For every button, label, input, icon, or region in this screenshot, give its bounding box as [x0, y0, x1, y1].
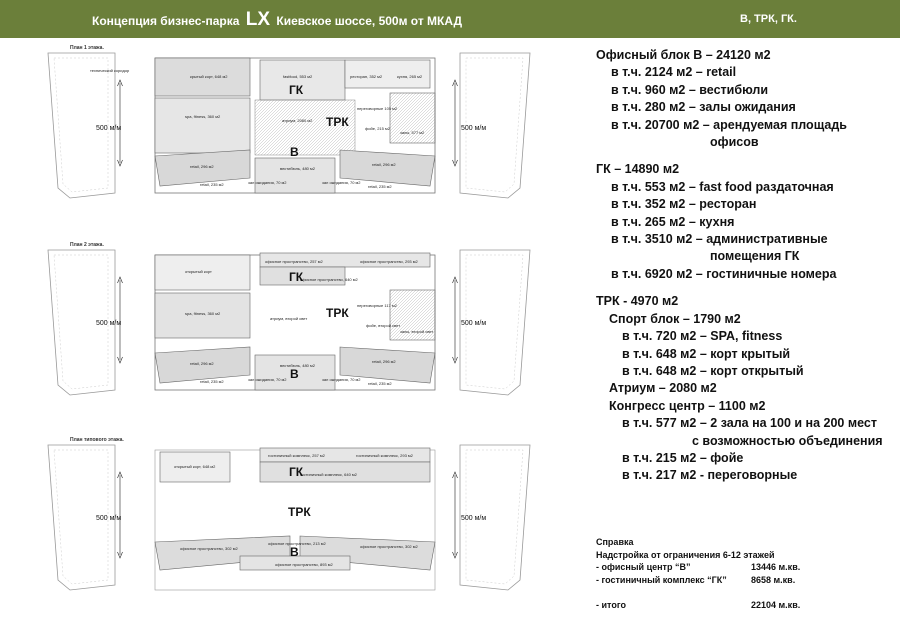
distance-label: 500 м/м: [461, 515, 487, 522]
spec-line: в т.ч. 6920 м2 – гостиничные номера: [611, 266, 837, 281]
office-block-title: Офисный блок В – 24120 м2: [596, 48, 771, 62]
plan-floor-2: [48, 242, 530, 395]
room-label: фойе, второй свет: [366, 323, 401, 328]
room-label: технический коридор: [90, 68, 130, 73]
room-label: офисное пространство, 893 м2: [275, 562, 333, 567]
reference-item-value: 8658 м.кв.: [751, 574, 796, 585]
room-label: retail, 296 м2: [372, 359, 396, 364]
area-specification: [596, 47, 896, 485]
room-label: гостиничный комплекс, 640 м2: [300, 472, 357, 477]
room-label: retail, 296 м2: [190, 361, 214, 366]
zone-trk-label: ТРК: [326, 306, 349, 320]
gk-block-title: ГК – 14890 м2: [596, 162, 680, 177]
room-label: крытый корт, 648 м2: [190, 74, 228, 79]
room-label: офисное пространство, 302 м2: [180, 546, 238, 551]
zone-v-label: В: [290, 145, 299, 159]
spec-line: в т.ч. 577 м2 – 2 зала на 100 и на 200 мест: [622, 416, 877, 431]
room-label: вестибюль, 480 м2: [280, 363, 315, 368]
spec-line-continuation: офисов: [710, 135, 759, 150]
room-label: retail, 235 м2: [200, 379, 224, 384]
spec-line-continuation: с возможностью объединения: [692, 433, 883, 448]
zone-trk-label: ТРК: [288, 505, 311, 519]
zone-gk-label: ГК: [289, 270, 304, 284]
plan-typical-label: План типового этажа.: [70, 437, 124, 443]
spec-line: в т.ч. 2124 м2 – retail: [611, 65, 737, 80]
reference-total-label: - итого: [596, 599, 626, 610]
room-label: retail, 296 м2: [190, 164, 214, 169]
room-label: зал ожидания, 70 м2: [322, 377, 361, 382]
reference-item-label: - гостиничный комплекс “ГК”: [596, 574, 727, 585]
reference-title: Справка: [596, 537, 634, 547]
atrium-line: Атриум – 2080 м2: [609, 381, 717, 396]
room-label: атриум, второй свет: [270, 316, 308, 321]
sport-block-title: Спорт блок – 1790 м2: [609, 311, 741, 326]
zone-gk-label: ГК: [289, 465, 304, 479]
trk-block-title: ТРК - 4970 м2: [596, 294, 679, 309]
room-label: retail, 235 м2: [200, 182, 224, 187]
room-label: офисное пространство, 302 м2: [360, 544, 418, 549]
title-prefix: Концепция бизнес-парка: [92, 14, 240, 28]
header-buildings: В, ТРК, ГК.: [740, 13, 797, 25]
room-label: гостиничный комплекс, 293 м2: [356, 453, 413, 458]
spec-line: в т.ч. 352 м2 – ресторан: [611, 197, 757, 212]
spec-line: в т.ч. 960 м2 – вестибюли: [611, 82, 769, 97]
spec-line: в т.ч. 280 м2 – залы ожидания: [611, 100, 796, 115]
room-label: spa, fitness, 360 м2: [185, 311, 221, 316]
room-label: гостиничный комплекс, 257 м2: [268, 453, 325, 458]
plan-2-label: План 2 этажа.: [70, 242, 104, 248]
spec-line: в т.ч. 215 м2 – фойе: [622, 450, 744, 465]
distance-label: 500 м/м: [461, 125, 487, 132]
spec-line-continuation: помещения ГК: [710, 249, 800, 264]
spec-line: в т.ч. 217 м2 - переговорные: [622, 468, 798, 483]
spec-line: в т.ч. 648 м2 – корт открытый: [622, 363, 804, 378]
reference-row: [596, 561, 896, 574]
room-label: офисное пространство, 640 м2: [300, 277, 358, 282]
room-label: залы, второй свет: [400, 329, 434, 334]
reference-row: [596, 574, 896, 587]
room-label: spa, fitness, 360 м2: [185, 114, 221, 119]
distance-label: 500 м/м: [96, 320, 122, 327]
room-label: зал ожидания, 70 м2: [248, 377, 287, 382]
room-label: fastfood, 553 м2: [283, 74, 313, 79]
room-label: переговорные 117 м2: [357, 303, 397, 308]
room-label: открытый корт: [185, 269, 212, 274]
reference-note: [596, 536, 896, 612]
plan-typical-floor: [48, 437, 530, 590]
room-label: офисное пространство, 213 м2: [268, 541, 326, 546]
spec-line: в т.ч. 720 м2 – SPA, fitness: [622, 329, 783, 344]
zone-v-label: В: [290, 545, 299, 559]
room-label: атриум, 2080 м2: [282, 118, 313, 123]
reference-subtitle: Надстройка от ограничения 6-12 этажей: [596, 549, 775, 560]
room-label: ресторан, 352 м2: [350, 74, 383, 79]
room-label: фойе, 215 м2: [365, 126, 390, 131]
room-label: retail, 296 м2: [372, 162, 396, 167]
room-label: retail, 235 м2: [368, 381, 392, 386]
room-label: офисное пространство, 257 м2: [265, 259, 323, 264]
congress-block-title: Конгресс центр – 1100 м2: [609, 398, 766, 413]
header-bar: [0, 0, 900, 38]
header-title: [92, 9, 462, 31]
room-label: зал ожидания, 70 м2: [322, 180, 361, 185]
distance-label: 500 м/м: [461, 320, 487, 327]
room-label: офисное пространство, 293 м2: [360, 259, 418, 264]
title-lx-logo: LX: [245, 9, 271, 30]
room-label: залы, 577 м2: [400, 130, 425, 135]
floor-plans: [0, 38, 560, 636]
zone-v-label: В: [290, 367, 299, 381]
reference-item-value: 13446 м.кв.: [751, 562, 801, 573]
plan-floor-1: [48, 45, 530, 198]
room-label: переговорные 105 м2: [357, 106, 398, 111]
room-label: кухня, 265 м2: [397, 74, 423, 79]
room-label: зал ожидания, 70 м2: [248, 180, 287, 185]
spec-line: в т.ч. 3510 м2 – административные: [611, 232, 828, 247]
zone-gk-label: ГК: [289, 83, 304, 97]
distance-label: 500 м/м: [96, 515, 122, 522]
spec-line: в т.ч. 648 м2 – корт крытый: [622, 346, 791, 361]
room-label: вестибюль, 480 м2: [280, 166, 315, 171]
room-label: открытый корт, 648 м2: [174, 464, 216, 469]
plan-1-label: План 1 этажа.: [70, 45, 104, 51]
reference-item-label: - офисный центр “В”: [596, 562, 691, 573]
spec-line: в т.ч. 20700 м2 – арендуемая площадь: [611, 117, 847, 132]
room-label: retail, 235 м2: [368, 184, 392, 189]
reference-total-row: [596, 599, 896, 612]
spec-line: в т.ч. 553 м2 – fast food раздаточная: [611, 179, 834, 194]
zone-trk-label: ТРК: [326, 115, 349, 129]
title-location: Киевское шоссе, 500м от МКАД: [276, 14, 463, 28]
spec-line: в т.ч. 265 м2 – кухня: [611, 214, 735, 229]
distance-label: 500 м/м: [96, 125, 122, 132]
reference-total-value: 22104 м.кв.: [751, 599, 801, 610]
